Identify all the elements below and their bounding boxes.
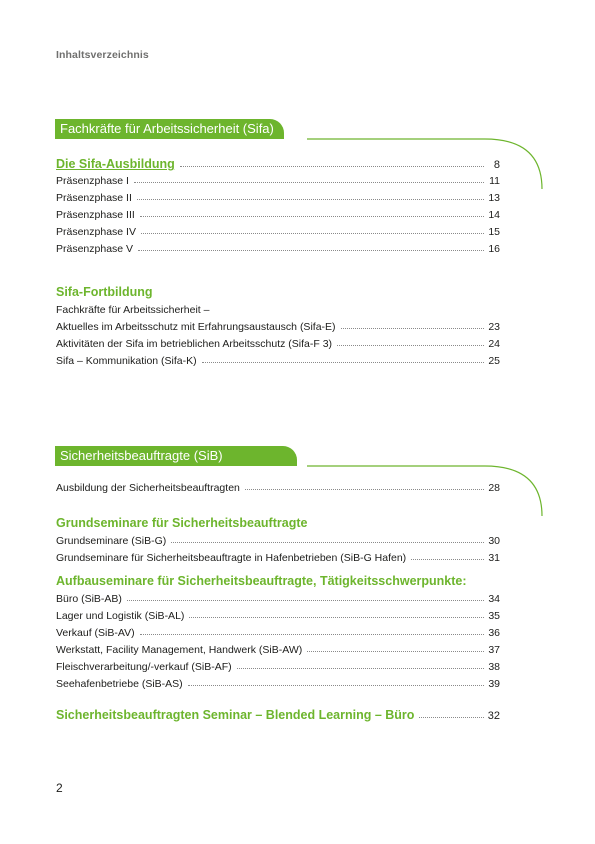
toc-entry-blended-learning[interactable] xyxy=(56,707,500,724)
section-sib-banner-label: Sicherheitsbeauftragte (SiB) xyxy=(55,446,297,466)
sifa-ausbildung-list xyxy=(56,156,500,258)
toc-entry[interactable] xyxy=(56,241,500,258)
dot-leader xyxy=(140,630,484,635)
section-sifa xyxy=(55,119,545,367)
toc-entry-label: Präsenzphase II xyxy=(56,192,132,204)
sifa-fortbildung-heading: Sifa-Fortbildung xyxy=(56,285,153,299)
toc-entry[interactable] xyxy=(56,608,500,625)
section-sib xyxy=(55,446,545,726)
section-sib-banner xyxy=(55,446,545,466)
dot-leader xyxy=(419,713,484,718)
toc-entry-label: Präsenzphase I xyxy=(56,175,129,187)
toc-entry-page: 24 xyxy=(488,338,500,350)
toc-entry-sifa-ausbildung[interactable] xyxy=(56,156,500,173)
toc-entry[interactable] xyxy=(56,336,500,353)
dot-leader xyxy=(180,162,484,167)
toc-entry-label: Präsenzphase IV xyxy=(56,226,136,238)
page-header-title: Inhaltsverzeichnis xyxy=(56,49,149,61)
toc-entry-page: 37 xyxy=(488,644,500,656)
toc-entry-page: 23 xyxy=(488,321,500,333)
toc-entry-label: Verkauf (SiB-AV) xyxy=(56,627,135,639)
sib-aufbauseminare-heading: Aufbauseminare für Sicherheitsbeauftragte, Tätigkeitsschwerpunkte: xyxy=(56,574,467,588)
toc-entry-page: 8 xyxy=(493,159,500,171)
toc-entry-page: 34 xyxy=(488,593,500,605)
toc-entry-page: 36 xyxy=(488,627,500,639)
dot-leader xyxy=(134,178,484,183)
toc-entry-label: Sicherheitsbeauftragten Seminar – Blended Learning – Büro xyxy=(56,708,415,722)
sifa-fortbildung-intro: Fachkräfte für Arbeitssicherheit – xyxy=(56,304,210,316)
dot-leader xyxy=(141,229,484,234)
toc-entry-label: Fleischverarbeitung/-verkauf (SiB-AF) xyxy=(56,661,232,673)
toc-entry-label: Grundseminare für Sicherheitsbeauftragte in Hafenbetrieben (SiB-G Hafen) xyxy=(56,552,407,564)
dot-leader xyxy=(307,647,484,652)
dot-leader xyxy=(138,246,484,251)
toc-entry-label: Büro (SiB-AB) xyxy=(56,593,122,605)
toc-entry[interactable] xyxy=(56,550,500,567)
toc-entry-page: 38 xyxy=(488,661,500,673)
toc-entry-label: Aktivitäten der Sifa im betrieblichen Arbeitsschutz (Sifa-F 3) xyxy=(56,338,333,350)
toc-entry-label: Präsenzphase III xyxy=(56,209,135,221)
toc-entry[interactable] xyxy=(56,642,500,659)
dot-leader xyxy=(245,485,484,490)
toc-entry-page: 11 xyxy=(489,175,500,187)
toc-entry-label: Sifa – Kommunikation (Sifa-K) xyxy=(56,355,197,367)
toc-entry[interactable] xyxy=(56,353,500,370)
toc-entry[interactable] xyxy=(56,625,500,642)
toc-entry-page: 30 xyxy=(488,535,500,547)
dot-leader xyxy=(202,358,484,363)
toc-entry[interactable] xyxy=(56,533,500,550)
sifa-fortbildung-list xyxy=(56,282,500,370)
toc-entry[interactable] xyxy=(56,591,500,608)
dot-leader xyxy=(341,324,484,329)
dot-leader xyxy=(189,613,484,618)
dot-leader xyxy=(127,596,484,601)
toc-entry-label: Seehafenbetriebe (SiB-AS) xyxy=(56,678,183,690)
dot-leader xyxy=(411,555,484,560)
toc-entry-page: 25 xyxy=(488,355,500,367)
toc-entry-label: Grundseminare (SiB-G) xyxy=(56,535,167,547)
dot-leader xyxy=(171,538,484,543)
toc-entry[interactable] xyxy=(56,659,500,676)
toc-entry-label: Die Sifa-Ausbildung xyxy=(56,157,175,171)
toc-entry-page: 15 xyxy=(488,226,500,238)
dot-leader xyxy=(140,212,484,217)
toc-entry-page: 13 xyxy=(488,192,500,204)
toc-entry-page: 35 xyxy=(488,610,500,622)
toc-entry[interactable] xyxy=(56,173,500,190)
toc-entry-label: Präsenzphase V xyxy=(56,243,134,255)
toc-entry[interactable] xyxy=(56,676,500,693)
toc-entry-sib-ausbildung[interactable] xyxy=(56,480,500,497)
toc-entry-label: Ausbildung der Sicherheitsbeauftragten xyxy=(56,482,240,494)
toc-entry-label: Aktuelles im Arbeitsschutz mit Erfahrungsaustausch (Sifa-E) xyxy=(56,321,336,333)
dot-leader xyxy=(137,195,484,200)
toc-entry-label: Lager und Logistik (SiB-AL) xyxy=(56,610,185,622)
toc-entry-page: 28 xyxy=(488,482,500,494)
dot-leader xyxy=(237,664,484,669)
toc-entry-page: 32 xyxy=(487,710,500,722)
section-sifa-banner xyxy=(55,119,545,139)
sib-grundseminare-heading: Grundseminare für Sicherheitsbeauftragte xyxy=(56,516,308,530)
toc-entry[interactable] xyxy=(56,190,500,207)
section-sifa-banner-label: Fachkräfte für Arbeitssicherheit (Sifa) xyxy=(55,119,284,139)
dot-leader xyxy=(188,681,484,686)
toc-entry-page: 31 xyxy=(488,552,500,564)
toc-entry[interactable] xyxy=(56,319,500,336)
toc-entry-page: 14 xyxy=(488,209,500,221)
toc-entry-page: 16 xyxy=(488,243,500,255)
toc-entry-page: 39 xyxy=(488,678,500,690)
toc-entry-label: Werkstatt, Facility Management, Handwerk (SiB-AW) xyxy=(56,644,303,656)
page-number: 2 xyxy=(56,781,63,795)
dot-leader xyxy=(337,341,484,346)
toc-entry[interactable] xyxy=(56,207,500,224)
sib-list xyxy=(56,480,500,724)
toc-entry[interactable] xyxy=(56,224,500,241)
